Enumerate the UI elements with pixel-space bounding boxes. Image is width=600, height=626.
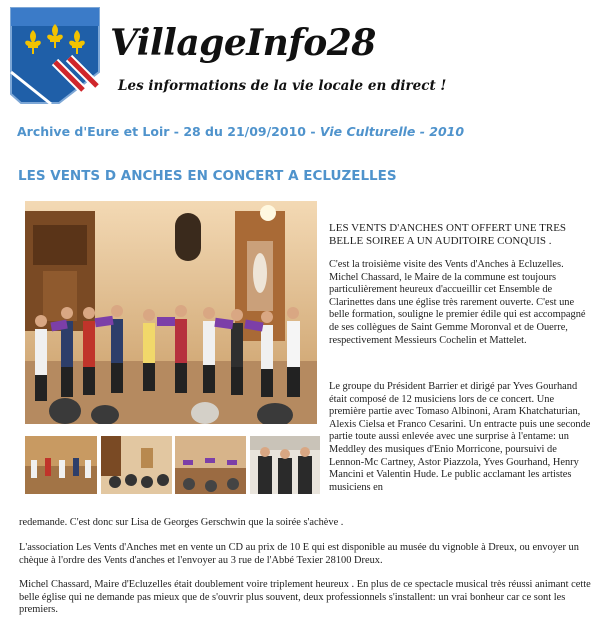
site-title[interactable]: VillageInfo28: [110, 22, 376, 64]
article-paragraph: Le groupe du Président Barrier et dirigé par Yves Gourhand était composé de 12 musiciens lors de ce concert. Une première partie avec Tomaso Albinoni, Aram Khatchaturian, Alexis Cielsa et Franco Cesarini. Un entracte puis une seconde partie toute aussi enlevée avec une surprise à l'entame: un Meddley des musiques d'Enio Morricone, poursuivi de Lennon-Mc Cartney, Astor Piazzola, Yves Gourhand, Henry Mancini et Valentin Hude. Le public acclamant les artistes musiciens en: [329, 381, 591, 493]
gallery-thumbnail[interactable]: [101, 436, 172, 494]
article-lead: LES VENTS D'ANCHES ONT OFFERT UNE TRES BELLE SOIREE A UN AUDITOIRE CONQUIS .: [329, 222, 567, 248]
archive-prefix: Archive d'Eure et Loir - 28 du 21/09/2010 -: [17, 124, 320, 139]
article-paragraph: redemande. C'est donc sur Lisa de Georges Gerschwin que la soirée s'achève .: [19, 517, 344, 528]
article-headline: LES VENTS D ANCHES EN CONCERT A ECLUZELLES: [18, 168, 397, 184]
archive-category[interactable]: Vie Culturelle - 2010: [319, 124, 465, 139]
coat-of-arms-icon: [9, 6, 101, 106]
article-paragraph: L'association Les Vents d'Anches met en vente un CD au prix de 10 E qui est disponible au musée du vignoble à Dreux, ou envoyer un chèque à l'ordre des Vents d'anches et l'envoyer au 3 rue de l'Abbé Texier 28100 Dreux.: [19, 542, 579, 566]
gallery-thumbnail[interactable]: [250, 436, 320, 494]
article-paragraph: Michel Chassard, Maire d'Ecluzelles était doublement voire triplement heureux . En plus de ce spectacle musical très réussi animant cette belle église qui ne demande pas mieux que de s'ouvrir plus souvent, deux professionnels s'installent: un vrai bonheur car ce sont les premiers.: [19, 579, 591, 616]
article-paragraph: C'est la troisième visite des Vents d'Anches à Ecluzelles. Michel Chassard, le Maire de la commune est toujours particulièrement heureux d'accueillir cet Ensemble de Clarinettes dans une église très rarement ouverte. C'est une belle formation, souligne le premier édile qui est accompagné de ses collègues de Saint Gemme Moronval et de Ouerre, respectivement Messieurs Cochelin et Mattelet.: [329, 259, 586, 346]
gallery-thumbnail[interactable]: [175, 436, 246, 494]
gallery-thumbnail[interactable]: [25, 436, 97, 494]
archive-breadcrumb: [17, 124, 464, 139]
concert-photo[interactable]: [25, 201, 317, 424]
site-tagline: Les informations de la vie locale en direct !: [118, 78, 447, 94]
